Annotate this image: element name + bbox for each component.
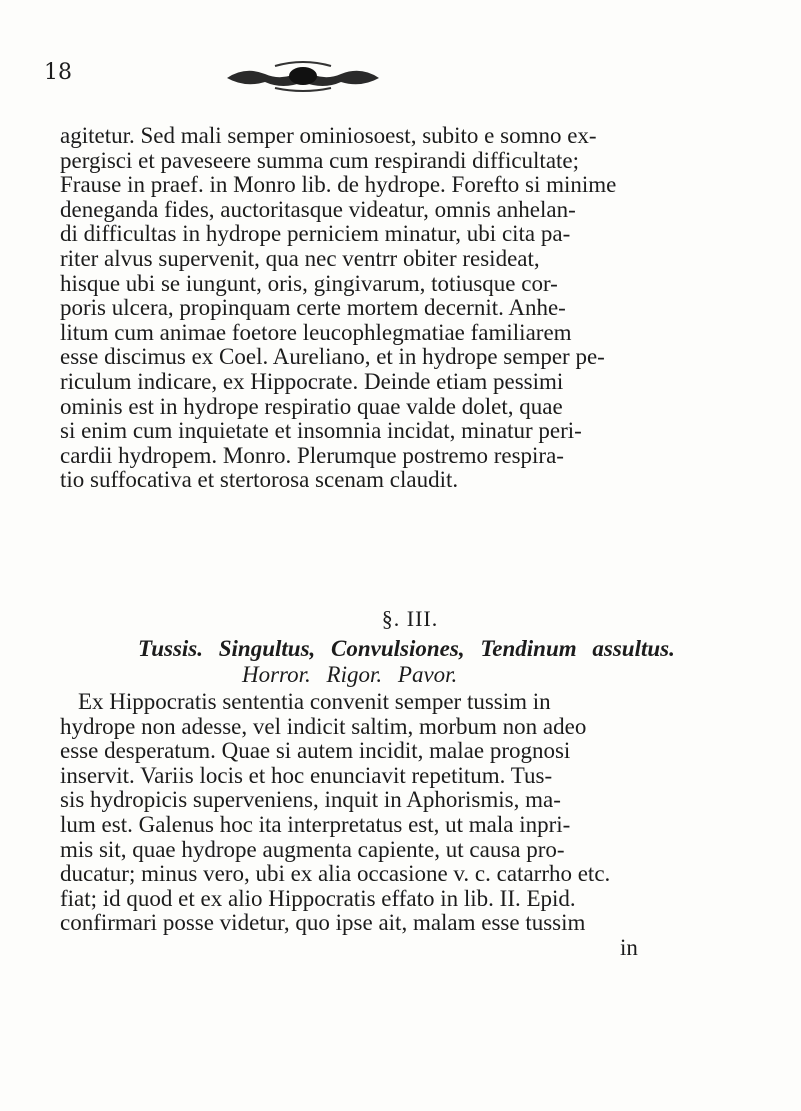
text-line: si enim cum inquietate et insomnia incidat, minatur peri- (60, 419, 582, 444)
text-line: inservit. Variis locis et hoc enunciavit repetitum. Tus- (60, 763, 553, 788)
text-line: agitetur. Sed mali semper ominiosoest, subito e somno ex- (60, 124, 597, 148)
text-line: litum cum animae foetore leucophlegmatiae familiarem (60, 320, 572, 345)
text-line: esse desperatum. Quae si autem incidit, malae prognosi (60, 739, 571, 764)
text-line: ducatur; minus vero, ubi ex alia occasione v. c. catarrho etc. (60, 862, 611, 887)
text-line: esse discimus ex Coel. Aureliano, et in hydrope semper pe- (60, 345, 605, 370)
text-line: hydrope non adesse, vel indicit saltim, morbum non adeo (60, 714, 587, 739)
text-line: deneganda fides, auctoritasque videatur, omnis anhelan- (60, 197, 576, 222)
text-line: sis hydropicis superveniens, inquit in Aphorismis, ma- (60, 788, 561, 813)
paragraph-1 (60, 124, 760, 493)
text-line: poris ulcera, propinquam certe mortem decernit. Anhe- (60, 296, 566, 321)
text-line: confirmari posse videtur, quo ipse ait, malam esse tussim (60, 911, 586, 936)
keywords-line: Horror. Rigor. Pavor. (242, 662, 458, 687)
text-line: fiat; id quod et ex alio Hippocratis effato in lib. II. Epid. (60, 886, 576, 911)
text-line: mis sit, quae hydrope augmenta capiente, ut causa pro- (60, 837, 565, 862)
section-number: §. III. (381, 606, 439, 631)
text-line: tio suffocativa et stertorosa scenam claudit. (60, 468, 459, 493)
text-line: ominis est in hydrope respiratio quae valde dolet, quae (60, 394, 563, 419)
header-ornament-icon (225, 58, 381, 94)
text-line: lum est. Galenus hoc ita interpretatus est, ut mala inpri- (60, 812, 571, 837)
keywords-line: Tussis. Singultus, Convulsiones, Tendinum assultus. (138, 636, 675, 661)
text-line: cardii hydropem. Monro. Plerumque postremo respira- (60, 443, 564, 468)
paragraph-2 (60, 690, 760, 961)
text-line: di difficultas in hydrope perniciem minatur, ubi cita pa- (60, 222, 571, 247)
text-line: Ex Hippocratis sententia convenit semper tussim in (78, 690, 551, 714)
catchword: in (620, 935, 638, 960)
text-line: hisque ubi se iungunt, oris, gingivarum, totiusque cor- (60, 271, 558, 296)
text-line: riculum indicare, ex Hippocrate. Deinde etiam pessimi (60, 369, 564, 394)
page-number: 18 (44, 60, 72, 85)
text-line: Frause in praef. in Monro lib. de hydrope. Forefto si minime (60, 173, 617, 198)
section-keywords (60, 636, 760, 688)
text-line: pergisci et paveseere summa cum respirandi difficultate; (60, 148, 580, 173)
text-line: riter alvus supervenit, qua nec ventrr obiter resideat, (60, 246, 540, 271)
